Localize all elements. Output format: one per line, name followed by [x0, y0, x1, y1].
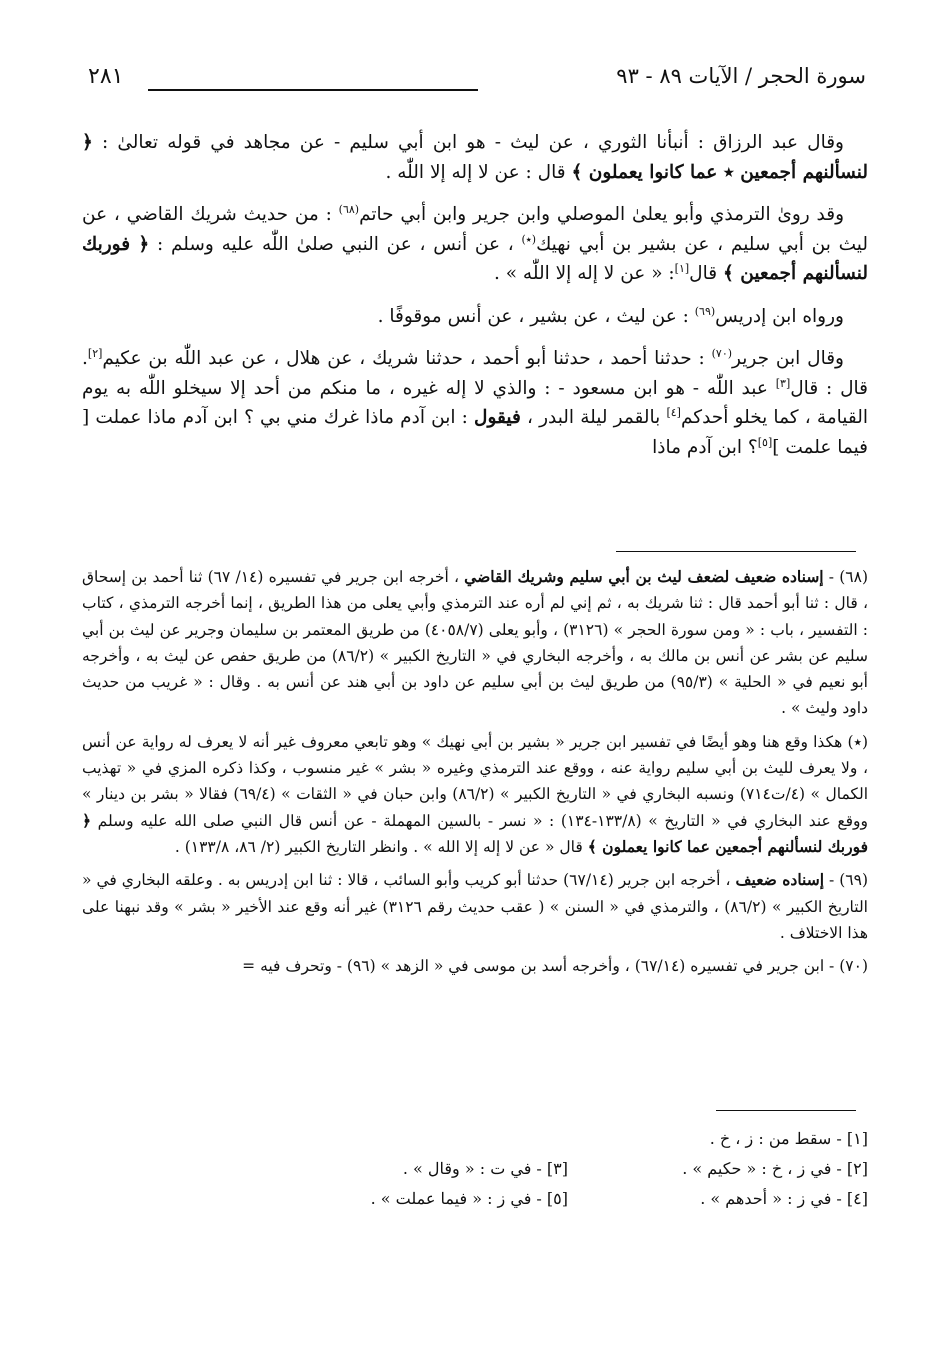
- page-header: [88, 62, 866, 98]
- paragraph-ibn-idris: ورواه ابن إدريس$^{(٦٩)}$ : عن ليث ، عن بشير ، عن أنس موقوفًا .: [377, 304, 844, 327]
- footnote-ref[interactable]: [٤]: [666, 405, 681, 419]
- footnote-ref[interactable]: [٥]: [757, 435, 773, 449]
- footnote-69: (٦٩) - إسناده ضعيف ، أخرجه ابن جرير (٦٧/١٤) حدثنا أبو كريب وأبو السائب ، قالا : ثنا ابن إدريس به . وعلقه البخاري في « التاريخ الكبير » (٨٦/٢) ، والترمذي في « السنن » ( عقب حديث رقم ٣١٢٦) غير أنه وقع عند الأخير « بشر » وقد نبهنا على هذا الاختلاف .: [82, 870, 869, 942]
- footnote-68: (٦٨) - إسناده ضعيف لضعف ليث بن أبي سليم وشريك القاضي ، أخرجه ابن جرير في تفسيره (١٤/ ٦٧) ثنا أحمد بن إسحاق ، قال : ثنا أبو أحمد قال : ثنا شريك به ، ثم إني لم أره عند الترمذي وأبي يعلى من هذا الطريق ، إنما أخرجه الترمذي ، كتاب : التفسير ، باب : « ومن سورة الحجر » (٣١٢٦) ، وأبو يعلى (٤٠٥٨/٧) من طريق المعتمر بن سليمان وجرير عن ليث بن أبي سليم عن بشر عن أنس بن مالك به ، وأخرجه البخاري في « التاريخ الكبير » (٨٦/٢) من طريق حفص عن ليث به ، وأخرجه أبو نعيم في « الحلية » (٩٥/٣) من طريق ليث بن أبي سليم عن داود بن أبي هند عن أنس به . وقال : « غريب من حديث داود وليث » .: [82, 567, 868, 718]
- editor-note-5: [٥] - في ز : « فيما عملت » .: [370, 1189, 568, 1208]
- footnote-ref[interactable]: [٢]: [87, 346, 103, 360]
- footnote-ref[interactable]: (٦٨): [338, 202, 360, 216]
- footnote-70: (٧٠) - ابن جرير في تفسيره (٦٧/١٤) ، وأخرجه أسد بن موسى في « الزهد » (٩٦) - وتحرف فيه =: [242, 957, 868, 976]
- editor-notes: [150, 1124, 868, 1214]
- footnote-star: (٭) هكذا وقع هنا وهو أيضًا في تفسير ابن جرير « بشير بن أبي نهيك » وهو تابعي معروف غير أنه لا يعرف له رواية عن أنس ، ولا يعرف لليث بن أبي سليم رواية عنه ، ووقع عند الترمذي وغيره « بشر » غير منسوب ، وكذا ذكره المزي في « تهذيب الكمال » (٤/ت٧١٤) ونسبه البخاري في « التاريخ الكبير » (٨٦/٢) وابن حبان في « الثقات » (٦٩/٤) فقالا « بشر بن دينار » ووقع عند البخاري في « التاريخ » (١٣٣/٨-١٣٤) : « نسر - بالسين المهملة - عن أنس قال النبي صلى الله عليه وسلم ﴿ فوربك لنسألنهم أجمعين عما كانوا يعملون ﴾ قال « عن لا إله إلا الله » . وانظر التاريخ الكبير (٢/ ٨٦، ١٣٣/٨) .: [82, 732, 869, 856]
- footnote-ref[interactable]: (٦٩): [694, 304, 716, 318]
- footnote-separator: [616, 551, 856, 552]
- editor-note-1: [١] - سقط من : ز ، خ .: [709, 1129, 868, 1148]
- paragraph-ibn-jarir: وقال ابن جرير$^{(٧٠)}$ : حدثنا أحمد ، حدثنا أبو أحمد ، حدثنا شريك ، عن هلال ، عن عبد اللّٰه بن عكيم[٢]. قال : قال[٣] عبد اللّٰه - هو ابن مسعود - : والذي لا إله غيره ، ما منكم من أحد إلا سيخلو اللّٰه به يوم القيامة ، كما يخلو أحدكم[٤] بالقمر ليلة البدر ، فيقول : ابن آدم ماذا غرك مني بي ؟ ابن آدم ماذا عملت [ فيما علمت ][٥]؟ ابن آدم ماذا: [82, 346, 869, 458]
- paragraph-tirmidhi: وقد روىٰ الترمذي وأبو يعلىٰ الموصلي وابن جرير وابن أبي حاتم$^{(٦٨)}$ : من حديث شريك القاضي ، عن ليث بن أبي سليم ، عن بشير بن أبي نهيك(٭) ، عن أنس ، عن النبي صلىٰ اللّٰه عليه وسلم : ﴿ فوربك لنسألنهم أجمعين ﴾ قال[١]: « عن لا إله إلا اللّٰه » .: [82, 202, 868, 284]
- editor-notes-row: [150, 1124, 868, 1154]
- editor-notes-separator: [716, 1110, 856, 1111]
- footnote-ref[interactable]: [٣]: [775, 376, 791, 390]
- header-rule: [148, 89, 478, 91]
- editor-notes-row: [150, 1154, 868, 1184]
- editor-note-2: [٢] - في ز ، خ : « حكيم » .: [682, 1159, 868, 1178]
- main-text: [82, 128, 868, 475]
- running-title: سورة الحجر / الآيات ٨٩ - ٩٣: [616, 64, 866, 88]
- footnotes: [82, 564, 868, 986]
- footnote-ref[interactable]: (٧٠): [711, 346, 733, 360]
- editor-note-4: [٤] - في ز : « أحدهم » .: [700, 1189, 868, 1208]
- paragraph-abdurrazzaq: وقال عبد الرزاق : أنبأنا الثوري ، عن ليث - هو ابن أبي سليم - عن مجاهد في قوله تعالىٰ : ﴿ لنسألنهم أجمعين ٭ عما كانوا يعملون ﴾ قال : عن لا إله إلا اللّٰه .: [82, 132, 868, 183]
- quran-verse: ﴿ لنسألنهم أجمعين ٭ عما كانوا يعملون ﴾: [82, 132, 868, 183]
- footnote-ref[interactable]: [١]: [674, 261, 690, 275]
- page-number: ٢٨١: [88, 64, 124, 89]
- editor-note-3: [٣] - في ت : « وقال » .: [402, 1159, 568, 1178]
- quran-verse: ﴿ فوربك لنسألنهم أجمعين ﴾: [82, 233, 868, 284]
- editor-notes-row: [150, 1184, 868, 1214]
- footnote-ref[interactable]: (٭): [521, 232, 537, 246]
